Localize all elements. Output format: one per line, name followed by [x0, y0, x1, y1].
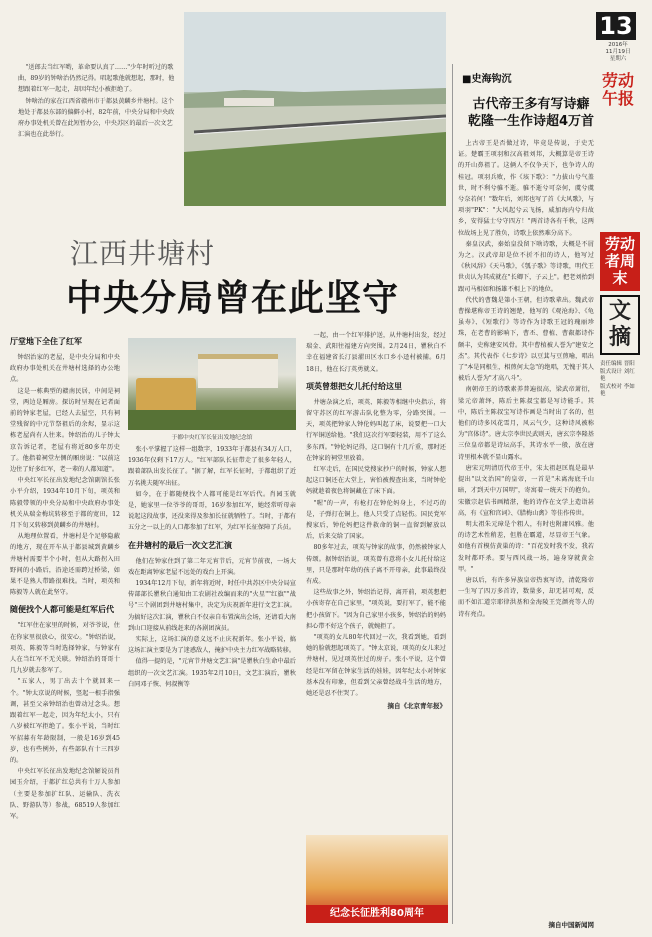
- paragraph: 唐以后，有许多异族皇帝热衷写诗，清乾隆帝一生写了四万多首诗，数量多，却无甚可观，反而不如汇道宗耶律洪基和金海陵王完颜亮等人的诗有亮点。: [458, 576, 594, 618]
- paragraph: 上古帝王是否做过诗，毕竟是传说，于史无证。楚霸王项羽和汉高祖刘邦，大概算是帝王诗的开山鼻祖了。这俩人不仅争天下，也争诗人的桂冠。项羽兵败，作《垓下歌》："力拔山兮气盖世，时不利兮骓不逝。骓不逝兮可奈何，虞兮虞兮奈若何！"数年后，刘邦也写了首《大风歌》，与项羽"PK"："大风起兮云飞扬，威加海内兮归故乡，安得猛士兮守四方！"两首诗各有千秋，这两位故场上见了胜负，诗歌上依然难分高下。: [458, 140, 594, 237]
- article-column-3: [306, 330, 446, 713]
- headline-line-2: 乾隆一生作诗超4万首: [467, 114, 595, 129]
- intro-text: [18, 62, 176, 141]
- paragraph: "五家人，男丁出去十个就回来一个。"钟太京说的时候，竖起一根手指强调，甚至父亲钟绍治也曾动过念头。想跟着红军一起走，因为年纪太小，只有八岁被红军拒绝了。张小平说，当时红军招募有年龄限制，一般是16岁到45岁，也有些例外，有些部队有十三四岁的。: [10, 678, 120, 764]
- paragraph: 代代的曹魏是第小王朝，但诗歌辈出。魏武帝曹操堪称帝王诗的翘楚，他写的《观沧海》、《龟虽寿》、《短歌行》等诗作为诗歌王冠的瑰丽珍珠，在老曹的影响下，曹丕、曹植、曹叡都诗作颇丰，史称建安风骨。其中曹植被人誉为"建安之杰"。其代表作《七步诗》以豆萁与豆煎喻，唱出了"本是同根生，相煎何太急"的绝唱，无愧于其人被后人誉为"才高八斗"。: [458, 296, 594, 383]
- section-heading: 随便找个人都可能是红军后代: [10, 605, 114, 615]
- paragraph: 秦皇汉武，秦始皇没留下啥诗歌，大概是不屑为之。汉武帝却是位不折不扣的诗人，他写过《秋风辞》《天马歌》，《瓠子歌》等诗歌，明代王世贞认为其成就在"长卿下，子云上"。把老刘抬到跟司马相如和扬雄不相上下的地位。: [458, 240, 594, 293]
- paragraph: 红军走后，在国民党搜家抄户的时候，钟家人想起这口铜还在大堂上，害怕被搜查出来，当时钟伦妈就趁着夜色将铜藏在了床下面。: [306, 466, 446, 496]
- paragraph: "项英的女儿80年代回过一次，我看到她，看到她的脸就想起项英了。"钟太京说，项英的女儿来过井塘村，见过项英住过的房子。张小平说，这个曾经是红军留在钟家生活的娃娃，因年纪太小对钟家基本没有印象，但看到父亲曾经战斗生活的地方，她还是忍不住哭了。: [306, 634, 446, 698]
- bridge-photo: [184, 12, 446, 206]
- paragraph: 井塘杂演之后，项英、陈毅等相继中央指示，将留守苏区的红军游击队化整为零，分路突围。一天，项英把钟家人钟伦妈叫起了床，说要把一口大行军铜送给他。"我们这次行军要轻装，用不了这么多东西。"钟伦妈记得，这口铜有十几斤重，那时还在钟家的祠堂里放着。: [306, 398, 446, 462]
- intro-paragraph: "送郎去当红军哟，革命要认真了……"少年时听过的歌曲，89岁的钟啥治仍然记得。唱起歌他就想起，那时，他想跟着红军一起走，却因年纪小被拒绝了。: [18, 64, 175, 93]
- page-number: 13: [596, 12, 636, 40]
- paragraph: "红军住在家里的时候，对爷爷说，住在你家里很放心，很安心。"钟绍治说，项英、陈毅等当时选择钟家，与钟家有人在当红军不无关联。钟绍治的哥哥十几九岁就去参军了。: [10, 622, 120, 675]
- paragraph: 中央红军长征出发地纪念馆副馆长张小平介绍，1934年10月下旬，项英和陈毅带领的中央分局和中央政府办事处机关从瑞金梅坑转移至于都的宽田，12月下旬又转移到黄麟乡的井塘村。: [10, 477, 120, 530]
- right-headline: [462, 96, 600, 130]
- page-date: [598, 42, 638, 63]
- editor-line: 版式设计 刘红艳: [600, 368, 635, 382]
- paragraph: 张小平掌握了这样一组数字，1933年于都县有34万人口，1936年仅剩下17万人。"红军部队长征带走了很多年轻人，跟着部队出发长征了。"据了解，红军长征时，于都组织了近万名挑夫随军出征。: [128, 446, 296, 487]
- source-credit: 摘自《北京青年报》: [387, 702, 446, 711]
- column-divider: [452, 64, 453, 924]
- column-section-title: ■史海钩沉: [462, 74, 512, 85]
- paragraph: 这些故事之外，钟绍治记得，离开前，项英想把小孩寄存在自己家里，"项英说，要打军了，能不能把小孩留下。"因为自己家里小孩多，钟绍治的妈妈担心带不好这个孩子，就婉拒了。: [306, 589, 446, 630]
- paragraph: 1934年12月下旬，新年将近时，时任中共苏区中央分局宣传部部长瞿秋白通知由工农剧社改编而来的"火星""红旗""战号"三个剧团到井塘村集中，决定为庆祝新年进行文艺汇演。为搞好这次汇演，瞿秋白不仅亲自布置演出会场，还请看大南到山口迎接从前线赶来的各剧团演员。: [128, 580, 296, 632]
- newspaper-logo: 劳动午报: [601, 71, 634, 108]
- photo-caption: 于都中央红军长征出发地纪念馆: [171, 435, 253, 441]
- article-column-4: [458, 138, 594, 620]
- anniversary-banner-text: 纪念长征胜利80周年: [306, 905, 448, 923]
- paragraph: 这是一栋典型的赣南民居，中间是祠堂，两边是厢房。探访时呈现在记者面前的钟家老屋，已经人去屋空，只有祠堂残留的中元节祭祖后的余烬，显示这栋老屋尚有人往来。钟绍治的儿子钟太京告诉记者，老屋有将近80多年历史了。他指着祠堂左侧的厢房说："以前这边住了好多红军，老一辈的人都知道"。: [10, 387, 120, 474]
- editor-line: 版式校对 李如艳: [600, 383, 635, 397]
- main-headline: 中央分局曾在此坚守: [66, 278, 400, 319]
- paragraph: 中央红军长征出发地纪念馆解说员肖园玉介绍，于都扩红总共有十万人参加（主要是参加扩红队、运输队、洗衣队、野游队等）参战，68519人参加红军。: [10, 768, 120, 820]
- section-heading: 项英曾想把女儿托付给这里: [306, 381, 402, 391]
- headline-line-1: 古代帝王多有写诗癖: [472, 97, 590, 112]
- section-heading: 厅堂地下全住了红军: [10, 337, 82, 346]
- date-day: 11月19日: [605, 49, 631, 55]
- section-sidebar: [600, 232, 640, 399]
- editor-info: [600, 361, 640, 399]
- paragraph: 80多年过去，项英与钟家的故事，仍然被钟家人传颂。据钟绍治说，项英曾有意将小女儿托付给这里，只是那时年幼的孩子离不开母亲，此事最终没有成。: [306, 544, 446, 586]
- section-bar: 劳动者周末: [600, 232, 640, 291]
- paragraph: 值得一提的是，"元宵节井塘文艺汇演"是瞿秋白生命中最后组织的一次文艺汇演。1935年2月10日，文艺汇演后，瞿秋白同邓子恢、何叔衡等: [128, 658, 296, 688]
- paragraph: 如今，在于都随便找个人都可能是红军后代。肖园玉就是，她家里一位爷爷的哥哥，16岁参加红军，她经常听母亲说起这段故事，还没来得及参加长征就牺牲了。当时，于都有五分之一以上的人口都参加了红军，为红军长征保障了兵员。: [128, 490, 296, 532]
- paragraph: 从地理位置看，井塘村是个足够隐蔽的地方，现在开车从于都县城到黄麟乡井塘村需要半个小时，但从大路拐入田野间的小路后，沿途还需跨过桥梁，如果不是熟人带路很难找。当时，项英和陈毅等人就在此坚守。: [10, 533, 120, 597]
- intro-paragraph: 钟啥治的家在江西省赣州市于都县黄麟乡井塘村。这个地处于都县东部的偏僻小村，82年前，中央分局和中央政府办事处机关曾在此短暂办公，中央苏区的最后一次文艺汇演也在此举行。: [18, 98, 175, 138]
- section-heading: 在井塘村的最后一次文艺汇演: [128, 540, 232, 550]
- paragraph: "喔"的一声，有枪打在钟伦妈身上，不过巧的是，子弹打在铜上，他人只受了点轻伤。国民党军搜家后，钟伦妈把这件救命的铜一直留到解放以后，后来交给了国家。: [306, 499, 446, 541]
- paragraph: 实际上，这场汇演的意义远不止庆祝新年。张小平说，搞这场汇演主要是为了迷惑敌人，掩护中央主力红军战略转移。: [128, 636, 296, 655]
- source-credit: 摘自中国新闻网: [548, 921, 594, 929]
- article-column-1: [10, 330, 120, 822]
- date-weekday: 星期六: [609, 56, 627, 62]
- paragraph: 南朝帝王的诗歌素养普遍很高，梁武帝萧衍，梁元帝萧绎，陈后主陈叔宝都是写诗能手。其中，陈后主陈叔宝写诗作画是当时出了名的，但他们的诗多风花雪月，风云气少，这种诗风被称为"宫体诗"。唐太宗李世民武则天，唐玄宗李隆基三位皇帝都是诗坛高手，其诗水平一般，放在唐诗里根本就不显山露水。: [458, 386, 594, 461]
- paragraph: 一起，由一个红军排护送，从井塘村出发，经过瑞金、武阳往福建方向突围。2月24日，瞿秋白不幸在福建省长汀县濯田区水口乡小迳村被捕。6月18日，他在长汀英勇就义。: [306, 332, 446, 373]
- paragraph: 他们在钟家住到了第二年元宵节后，元宵节前夜，一场大戏在距离钟家老屋不远处的戏台上开演。: [128, 557, 296, 576]
- paragraph: 明太祖朱元璋是个粗人，有时也附庸风雅。他的诗艺术性稍差，但胜在霸道，尽显帝王气象。如他有首模仿黄巢的诗："百花发时我不发，我若发时都吓杀。要与西风战一场，遍身穿就黄金甲。": [458, 520, 594, 573]
- section-box: 文摘: [600, 295, 640, 355]
- date-year: 2016年: [608, 42, 628, 48]
- paragraph: 唐宋元明清历代帝王中，宋太祖赵匡胤是最早提出"以文治国"的皇帝，一首是"未离海底千山暗，才到天中万国明"，寄寓着一统天下的抱负。宋徽宗赵佶书画精湛，他的诗作在文学上造诣甚高，有《宣和宫词》、《腊梅山禽》等佳作传世。: [458, 464, 594, 517]
- memorial-photo: [128, 338, 296, 430]
- paragraph: 钟绍治家的老屋，是中央分局和中央政府办事处机关在井塘村选择的办公地点。: [10, 354, 120, 384]
- article-column-2: [128, 444, 296, 690]
- editor-line: 责任编辑 晋阳: [600, 361, 635, 367]
- sub-headline: 江西井塘村: [70, 237, 216, 270]
